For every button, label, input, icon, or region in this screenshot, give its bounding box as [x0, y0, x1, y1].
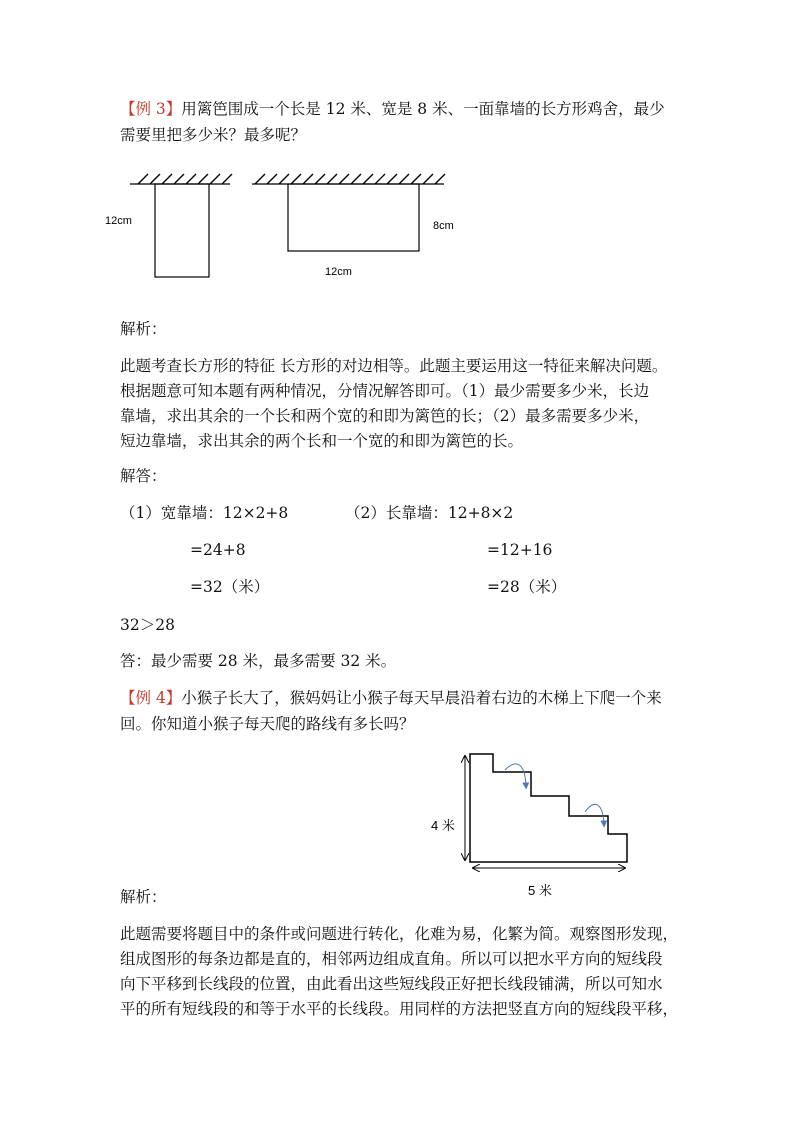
example3-analysis-line: 短边靠墙，求出其余的两个长和一个宽的和即为篱笆的长。	[120, 432, 524, 450]
staircase-figure	[425, 746, 645, 906]
example4-analysis-title: 解析：	[120, 888, 167, 906]
example3-analysis-line: 靠墙，求出其余的一个长和两个宽的和即为篱笆的长；（2）最多需要多少米，	[120, 407, 650, 425]
example3-tag: 【例 3】	[120, 100, 182, 118]
case2-line: =12+16	[487, 541, 553, 559]
width-label: 5 米	[528, 883, 552, 898]
rectangle-long-side-wall	[288, 184, 419, 251]
example3-figure	[100, 168, 460, 283]
comparison: 32＞28	[120, 616, 175, 634]
example3-analysis-title: 解析：	[120, 320, 167, 338]
example4-tag: 【例 4】	[120, 689, 182, 707]
example3-analysis-line: 此题考查长方形的特征 长方形的对边相等。此题主要运用这一特征来解决问题。	[120, 357, 668, 375]
right-rect-bottom-label: 12cm	[325, 266, 352, 278]
climb-arrow-1	[505, 764, 526, 786]
example4-question-line1: 【例 4】小猴子长大了，猴妈妈让小猴子每天早晨沿着右边的木梯上下爬一个来	[120, 689, 662, 707]
example4-analysis-line: 此题需要将题目中的条件或问题进行转化，化难为易，化繁为简。观察图形发现，	[120, 925, 679, 943]
example3-final-answer: 答：最少需要 28 米，最多需要 32 米。	[120, 652, 397, 670]
example4-analysis-line: 平的所有短线段的和等于水平的长线段。用同样的方法把竖直方向的短线段平移，	[120, 1000, 679, 1018]
example3-question-line1: 【例 3】用篱笆围成一个长是 12 米、宽是 8 米、一面靠墙的长方形鸡舍，最少	[120, 100, 665, 118]
case1-line: =32（米）	[190, 578, 270, 596]
case1-line: =24+8	[190, 541, 246, 559]
example4-analysis-line: 组成图形的每条边都是直的，相邻两边组成直角。所以可以把水平方向的短线段	[120, 950, 663, 968]
left-rect-label: 12cm	[105, 215, 132, 227]
example4-question-line2: 回。你知道小猴子每天爬的路线有多长吗？	[120, 715, 415, 733]
climb-arrow-2	[585, 804, 604, 824]
case2-line: （2）长靠墙：12+8×2	[345, 504, 514, 522]
example3-answer-title: 解答：	[120, 467, 167, 485]
wall-right	[252, 174, 445, 184]
height-label: 4 米	[431, 818, 455, 833]
example3-question-line2: 需要里把多少米？最多呢？	[120, 126, 307, 144]
case2-line: =28（米）	[487, 578, 567, 596]
wall-left	[130, 174, 232, 184]
rectangle-narrow-side-wall	[155, 184, 209, 277]
right-rect-side-label: 8cm	[433, 220, 454, 232]
example4-analysis-line: 向下平移到长线段的位置，由此看出这些短线段正好把长线段铺满，所以可知水	[120, 975, 663, 993]
staircase-outline	[470, 754, 627, 862]
example3-analysis-line: 根据题意可知本题有两种情况，分情况解答即可。（1）最少需要多少米，长边	[120, 382, 650, 400]
case1-line: （1）宽靠墙：12×2+8	[120, 504, 289, 522]
